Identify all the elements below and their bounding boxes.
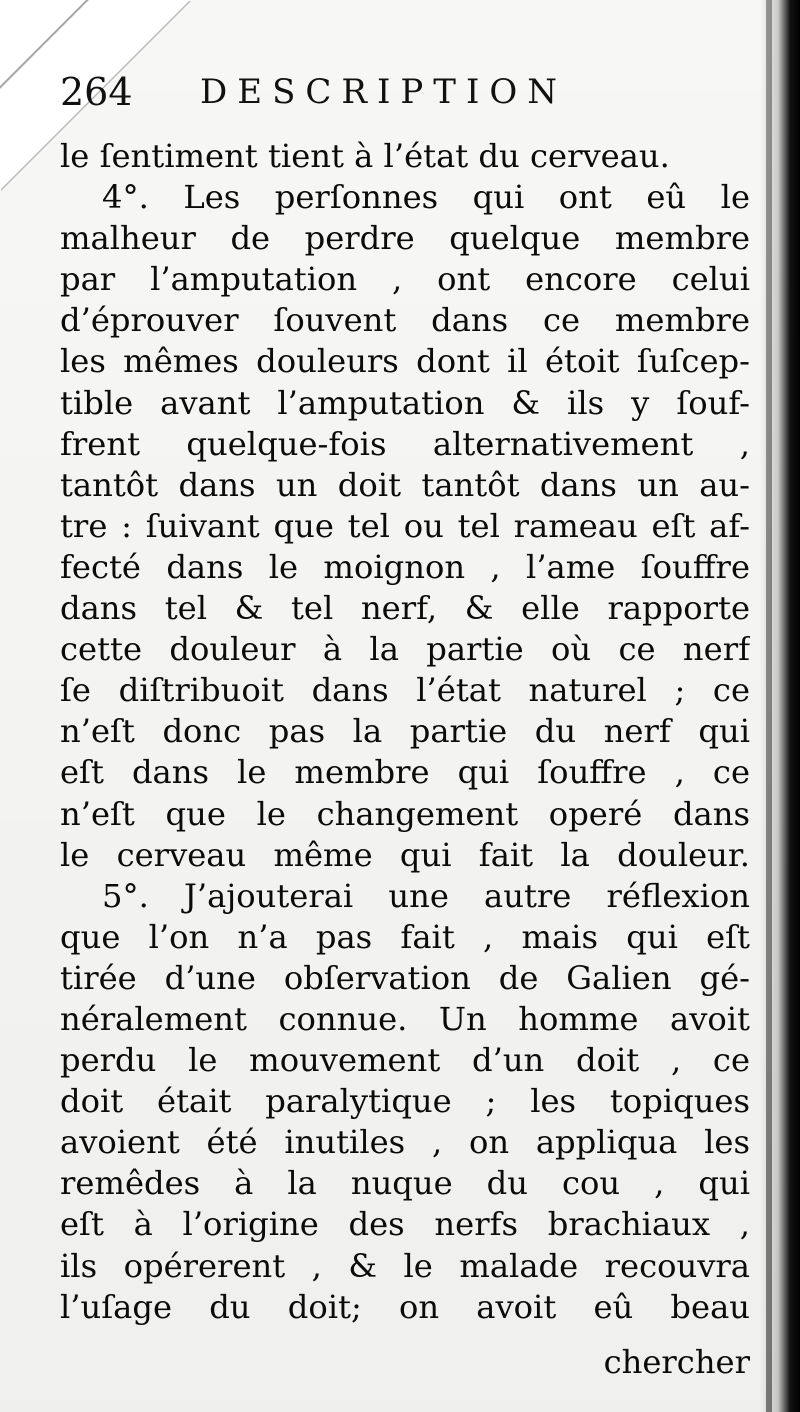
text-line: malheur de perdre quelque membre xyxy=(60,219,750,258)
text-line: eſt à l’origine des nerfs brachiaux , xyxy=(60,1205,750,1244)
text-line: les mêmes douleurs dont il étoit ſuſcep- xyxy=(60,342,750,381)
text-line: le ſentiment tient à l’état du cerveau. xyxy=(60,137,670,175)
text-line: néralement connue. Un homme avoit xyxy=(60,999,750,1038)
text-line: 5°. J’ajouterai une autre réflexion xyxy=(102,876,750,915)
text-line: eſt dans le membre qui ſouffre , ce xyxy=(60,753,750,792)
text-line: d’éprouver ſouvent dans ce membre xyxy=(60,301,750,340)
text-line: n’eſt que le changement operé dans xyxy=(60,794,750,833)
text-line: cette douleur à la partie où ce nerf xyxy=(60,630,750,669)
text-line: tirée d’une obſervation de Galien gé- xyxy=(60,958,750,997)
text-line: fecté dans le moignon , l’ame ſouffre xyxy=(60,547,750,586)
text-line: perdu le mouvement d’un doit , ce xyxy=(60,1041,750,1080)
text-line: remêdes à la nuque du cou , qui xyxy=(60,1164,750,1203)
catchword: chercher xyxy=(603,1343,750,1381)
running-head: DESCRIPTION xyxy=(200,72,568,112)
text-line: n’eſt donc pas la partie du nerf qui xyxy=(60,712,750,751)
text-line: que l’on n’a pas fait , mais qui eſt xyxy=(60,917,750,956)
text-line: ils opérerent , & le malade recouvra xyxy=(60,1246,750,1285)
text-line: dans tel & tel nerf, & elle rapporte xyxy=(60,589,750,628)
text-line: tantôt dans un doit tantôt dans un au- xyxy=(60,465,750,504)
scan-edge-shadow xyxy=(766,0,772,1412)
text-line: tre : ſuivant que tel ou tel rameau eſt af- xyxy=(60,506,750,545)
text-line: avoient été inutiles , on appliqua les xyxy=(60,1123,750,1162)
text-line: l’uſage du doit; on avoit eû beau xyxy=(60,1287,750,1326)
body-text xyxy=(60,136,750,1328)
page-header xyxy=(60,62,760,122)
text-line: 4°. Les perſonnes qui ont eû le xyxy=(102,178,750,217)
text-line: ſe diſtribuoit dans l’état naturel ; ce xyxy=(60,671,750,710)
text-line: par l’amputation , ont encore celui xyxy=(60,260,750,299)
text-line: tible avant l’amputation & ils y ſouf- xyxy=(60,383,750,422)
text-line: le cerveau même qui fait la douleur. xyxy=(60,835,750,874)
text-line: doit était paralytique ; les topiques xyxy=(60,1082,750,1121)
text-line: frent quelque-fois alternativement , xyxy=(60,424,750,463)
page-number: 264 xyxy=(60,70,133,114)
